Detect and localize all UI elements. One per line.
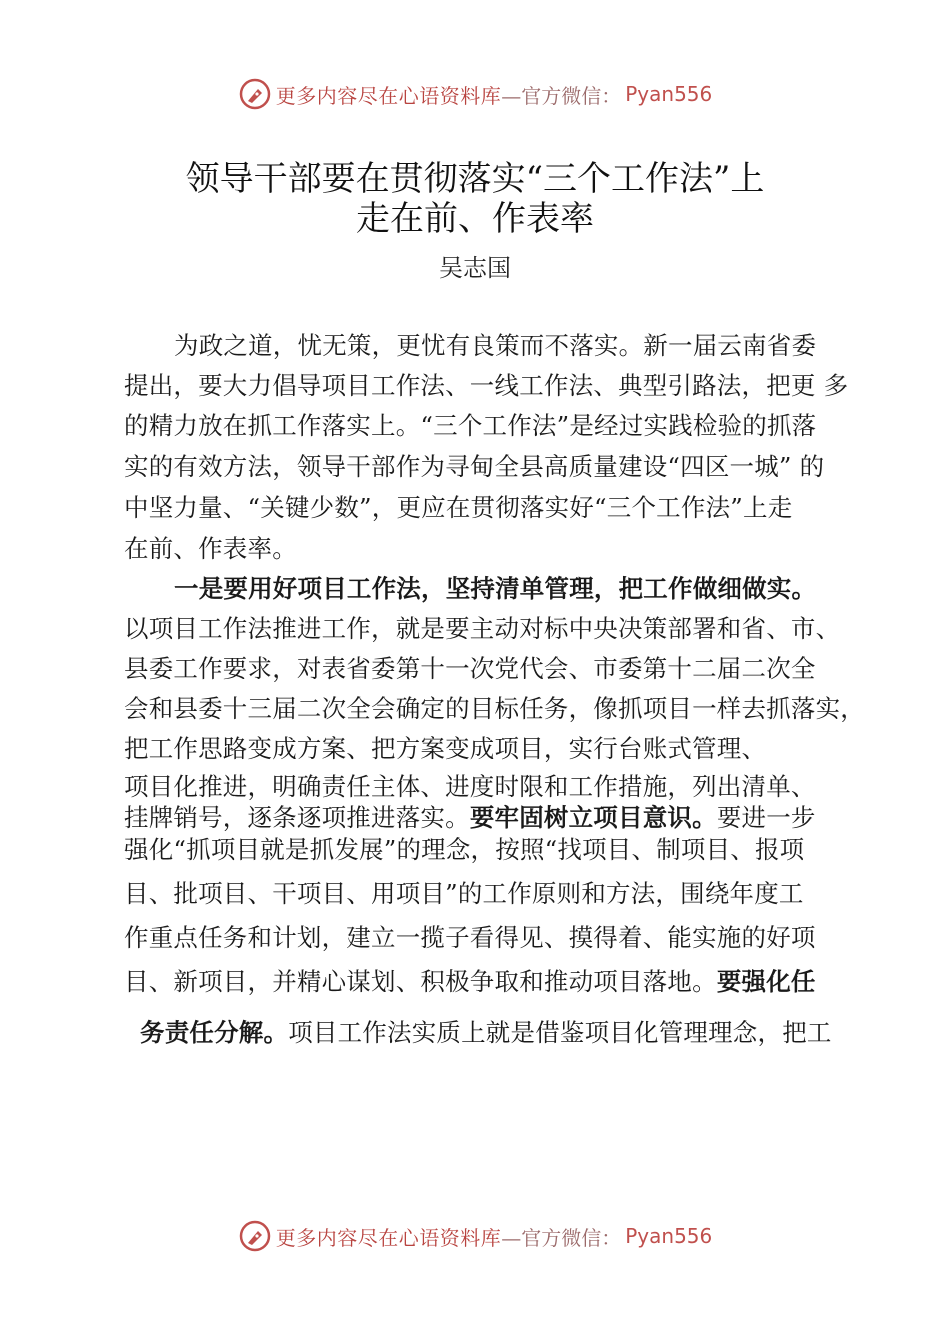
bold-emphasis: 要牢固树立项目意识。 (469, 803, 717, 832)
body-line-mixed (140, 1017, 860, 1049)
body-line-mixed (124, 966, 844, 998)
document-title-line1: 领导干部要在贯彻落实“三个工作法”上 (185, 159, 765, 199)
body-line: 作重点任务和计划，建立一揽子看得见、摸得着、能实施的好项 (124, 923, 816, 952)
body-text: 目、新项目，并精心谋划、积极争取和推动项目落地。 (124, 967, 717, 996)
body-line: 为政之道，忧无策，更忧有良策而不落实。新一届云南省委 (174, 331, 817, 360)
body-line: 强化“抓项目就是抓发展”的理念，按照“找项目、制项目、报项 (124, 835, 805, 864)
body-line: 会和县委十三届二次全会确定的目标任务，像抓项目一样去抓落实， (124, 694, 865, 723)
banner-main-text: 更多内容尽在心语资料库 (275, 83, 502, 108)
banner-wechat-id: Pyan556 (625, 1224, 713, 1248)
body-line: 以项目工作法推进工作，就是要主动对标中央决策部署和省、市、 (124, 614, 841, 643)
body-line: 把工作思路变成方案、把方案变成项目，实行台账式管理、 (124, 734, 767, 763)
body-line: 项目化推进，明确责任主体、进度时限和工作措施，列出清单、 (124, 772, 816, 801)
body-line: 县委工作要求，对表省委第十一次党代会、市委第十二届二次全 (124, 654, 816, 683)
pen-nib-logo-icon (238, 1219, 272, 1253)
banner-sub-text: —官方微信： (501, 83, 622, 108)
body-line: 提出，要大力倡导项目工作法、一线工作法、典型引路法，把更 多 (124, 371, 849, 400)
banner-main-text: 更多内容尽在心语资料库 (275, 1225, 502, 1250)
body-line: 实的有效方法，领导干部作为寻甸全县高质量建设“四区一城” 的 (124, 452, 825, 481)
body-text: 挂牌销号，逐条逐项推进落实。 (124, 803, 470, 832)
body-line: 目、批项目、干项目、用项目”的工作原则和方法，围绕年度工 (124, 879, 804, 908)
header-banner (0, 70, 950, 118)
body-text: 要进一步 (716, 803, 816, 832)
body-text: 项目工作法实质上就是借鉴项目化管理理念，把工 (288, 1018, 832, 1047)
banner-sub-text: —官方微信： (501, 1225, 622, 1250)
bold-emphasis: 务责任分解。 (140, 1018, 289, 1047)
body-line-mixed (124, 802, 844, 834)
section-heading-bold: 一是要用好项目工作法，坚持清单管理，把工作做细做实。 (174, 574, 817, 603)
body-line: 的精力放在抓工作落实上。“三个工作法”是经过实践检验的抓落 (124, 411, 817, 440)
pen-nib-logo-icon (238, 77, 272, 111)
document-title-line2: 走在前、作表率 (356, 199, 594, 239)
author-name: 吴志国 (439, 254, 511, 282)
footer-banner (0, 1212, 950, 1260)
banner-wechat-id: Pyan556 (625, 82, 713, 106)
body-line: 中坚力量、“关键少数”，更应在贯彻落实好“三个工作法”上走 (124, 493, 793, 522)
bold-emphasis: 要强化任 (716, 967, 816, 996)
body-line: 在前、作表率。 (124, 534, 297, 563)
